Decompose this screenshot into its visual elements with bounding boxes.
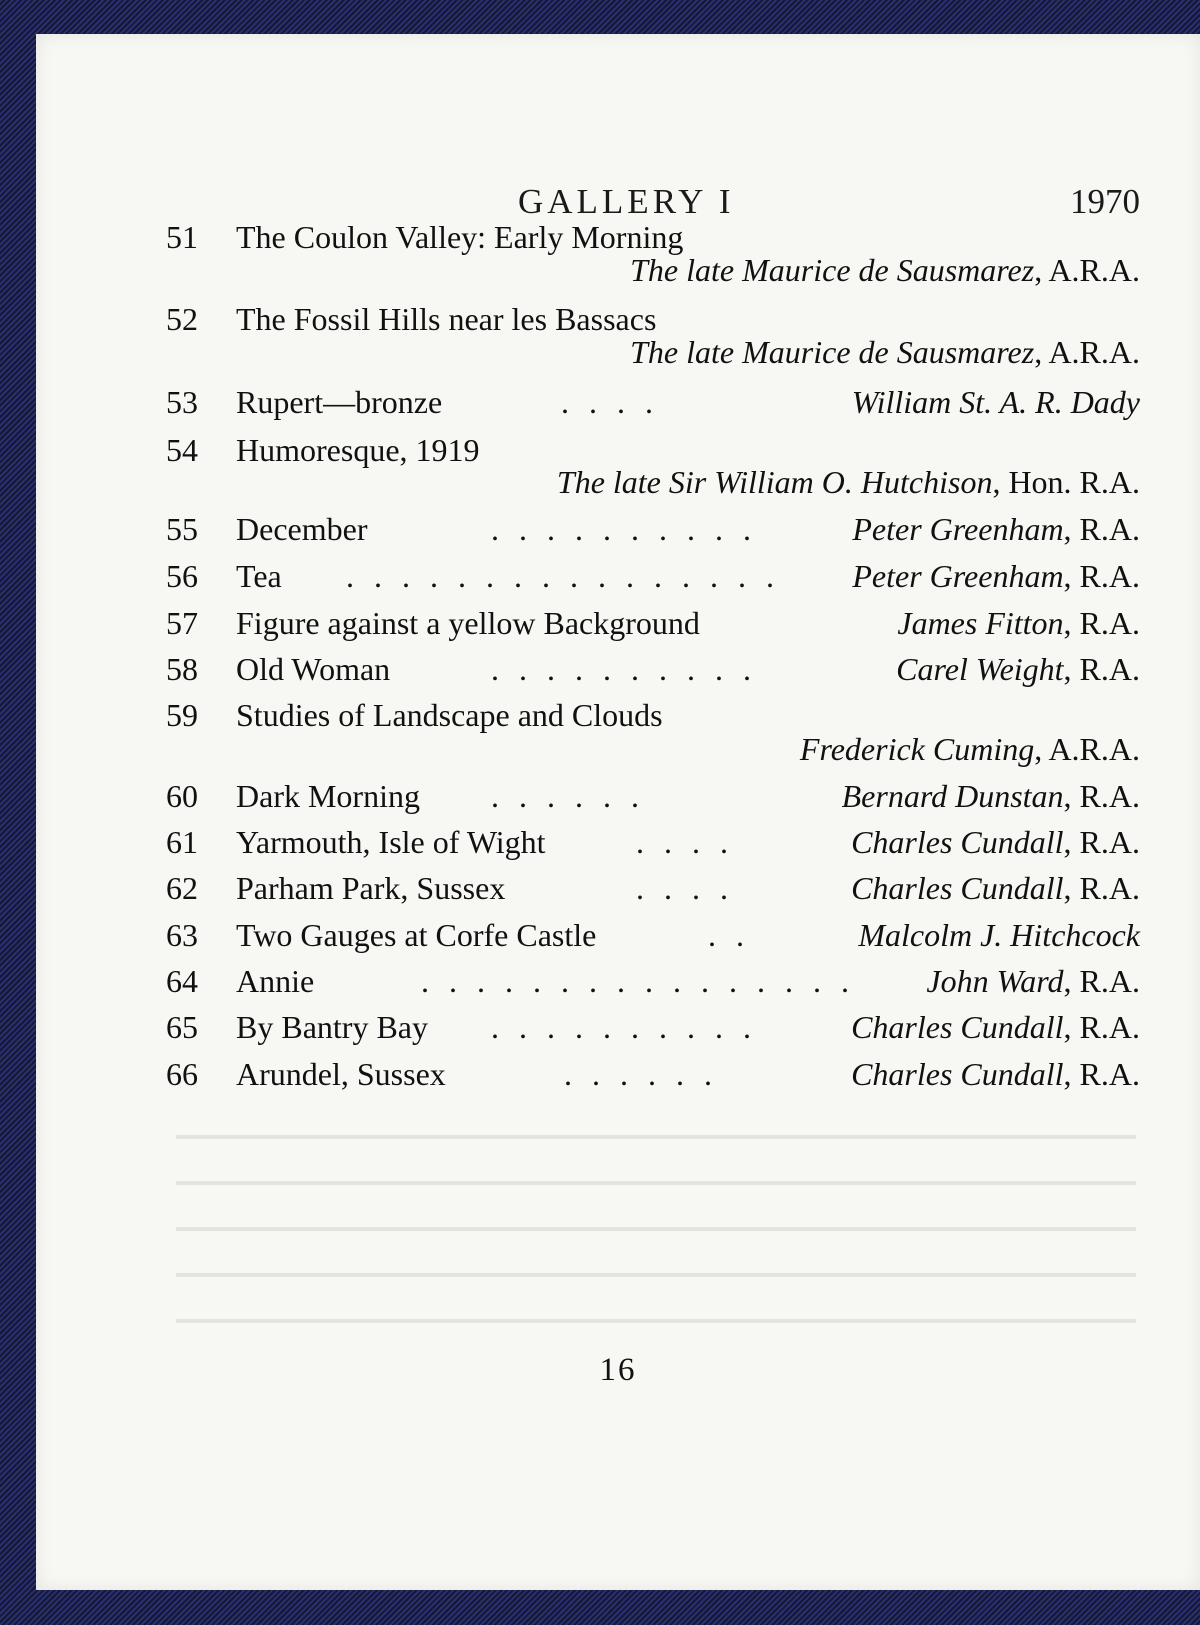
gallery-title: GALLERY I [518,182,735,221]
entry-artist: Frederick Cuming, A.R.A. [799,731,1140,767]
entry-number: 58 [166,651,198,687]
entry-title: Rupert—bronze [236,384,443,420]
entry-artist: Charles Cundall, R.A. [851,1056,1140,1092]
page-number: 16 [599,1352,637,1388]
entry-artist: James Fitton, R.A. [897,605,1140,641]
entry-artist: Bernard Dunstan, R.A. [841,778,1140,814]
entry-number: 64 [166,963,198,999]
entry-number: 62 [166,870,198,906]
leader-dots: . . . . . . . . . . . . . . . . [346,558,780,594]
entry-number: 59 [166,697,198,733]
leader-dots: . . . . . . . . . . [491,511,757,547]
entry-number: 56 [166,558,198,594]
entry-artist: William St. A. R. Dady [851,384,1140,420]
leader-dots: . . . . . . . . . . . . . . . . [421,963,855,999]
entry-title: Yarmouth, Isle of Wight [236,824,546,860]
entry-number: 63 [166,917,198,953]
entry-artist: Charles Cundall, R.A. [851,870,1140,906]
entry-number: 57 [166,605,198,641]
entry-number: 61 [166,824,198,860]
entry-artist: The late Sir William O. Hutchison, Hon. R.A. [556,464,1140,500]
entry-artist: Malcolm J. Hitchcock [858,917,1140,953]
entry-title: The Fossil Hills near les Bassacs [236,301,657,337]
entry-title: By Bantry Bay [236,1009,428,1045]
leader-dots: . . . . . . . . . . [491,651,757,687]
entry-artist: Carel Weight, R.A. [896,651,1140,687]
entry-number: 51 [166,219,198,255]
entry-artist: Charles Cundall, R.A. [851,824,1140,860]
leader-dots: . . . . . . [564,1056,718,1092]
leader-dots: . . . . [561,384,659,420]
entry-number: 53 [166,384,198,420]
entry-number: 55 [166,511,198,547]
entry-artist: The late Maurice de Sausmarez, A.R.A. [630,334,1140,370]
entry-title: Humoresque, 1919 [236,432,480,468]
entry-title: December [236,511,368,547]
leader-dots: . . . . [636,870,734,906]
entry-title: Arundel, Sussex [236,1056,446,1092]
entry-number: 54 [166,432,198,468]
show-through-text [176,1109,1136,1349]
year: 1970 [1070,182,1140,221]
entry-title: Figure against a yellow Background [236,605,700,641]
leader-dots: . . . . . . [491,778,645,814]
entry-number: 52 [166,301,198,337]
entry-title: Parham Park, Sussex [236,870,506,906]
leader-dots: . . . . [636,824,734,860]
entry-title: Old Woman [236,651,391,687]
leader-dots: . . . . . . . . . . [491,1009,757,1045]
entry-number: 66 [166,1056,198,1092]
entry-title: Two Gauges at Corfe Castle [236,917,597,953]
entry-title: Annie [236,963,315,999]
entry-title: Dark Morning [236,778,420,814]
entry-title: Studies of Landscape and Clouds [236,697,663,733]
entry-artist: The late Maurice de Sausmarez, A.R.A. [630,252,1140,288]
entry-title: The Coulon Valley: Early Morning [236,219,684,255]
leader-dots: . . [708,917,750,953]
entry-artist: Charles Cundall, R.A. [851,1009,1140,1045]
entry-artist: John Ward, R.A. [926,963,1140,999]
entry-artist: Peter Greenham, R.A. [852,558,1140,594]
entry-number: 60 [166,778,198,814]
catalogue-page [36,34,1200,1590]
entry-artist: Peter Greenham, R.A. [852,511,1140,547]
entry-number: 65 [166,1009,198,1045]
page-header [36,182,1200,222]
entry-title: Tea [236,558,282,594]
